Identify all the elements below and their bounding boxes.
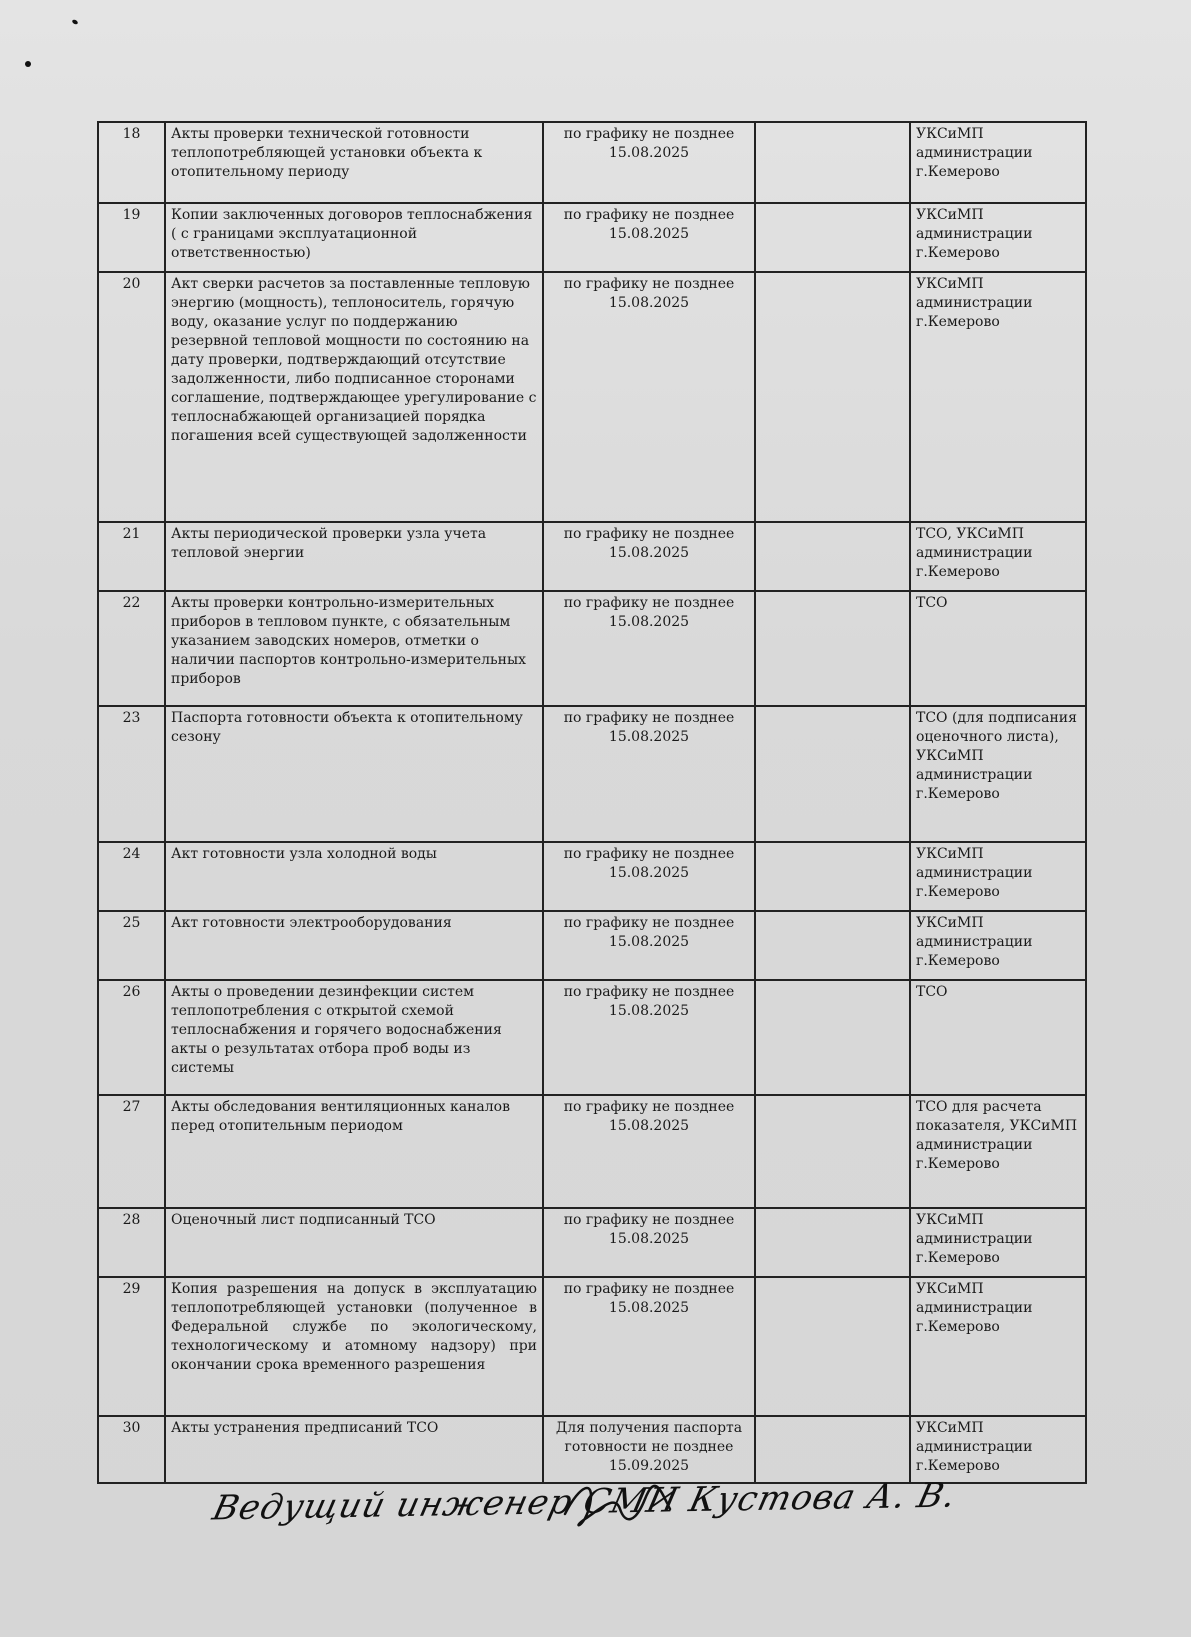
handwritten-signature-text: Ведущий инженер СМИ Кустова А. В. — [208, 1475, 961, 1529]
deadline: по графику не позднее 15.08.2025 — [543, 522, 755, 591]
document-name: Акт готовности узла холодной воды — [165, 842, 543, 911]
deadline: по графику не позднее 15.08.2025 — [543, 911, 755, 980]
empty-cell — [755, 911, 910, 980]
table-row — [98, 706, 1086, 842]
table-row — [98, 1416, 1086, 1483]
deadline: по графику не позднее 15.08.2025 — [543, 980, 755, 1095]
deadline: Для получения паспорта готовности не позднее 15.09.2025 — [543, 1416, 755, 1483]
responsible: УКСиМП администрации г.Кемерово — [910, 911, 1086, 980]
row-number: 26 — [98, 980, 165, 1095]
deadline: по графику не позднее 15.08.2025 — [543, 591, 755, 706]
deadline: по графику не позднее 15.08.2025 — [543, 122, 755, 203]
document-name: Копии заключенных договоров теплоснабжения ( с границами эксплуатационной ответственностью) — [165, 203, 543, 272]
responsible: УКСиМП администрации г.Кемерово — [910, 203, 1086, 272]
document-name: Акты проверки технической готовности теплопотребляющей установки объекта к отопительному периоду — [165, 122, 543, 203]
table-row — [98, 522, 1086, 591]
empty-cell — [755, 980, 910, 1095]
row-number: 29 — [98, 1277, 165, 1416]
table-row — [98, 1095, 1086, 1208]
table-row — [98, 911, 1086, 980]
responsible: УКСиМП администрации г.Кемерово — [910, 1416, 1086, 1483]
document-name: Оценочный лист подписанный ТСО — [165, 1208, 543, 1277]
deadline: по графику не позднее 15.08.2025 — [543, 1095, 755, 1208]
table-row — [98, 591, 1086, 706]
empty-cell — [755, 272, 910, 522]
responsible: УКСиМП администрации г.Кемерово — [910, 842, 1086, 911]
document-name: Акт сверки расчетов за поставленные тепловую энергию (мощность), теплоноситель, горячую воду, оказание услуг по поддержанию резервной тепловой мощности по состоянию на дату проверки, подтверждающий отсутствие задолженности, либо подписанное сторонами соглашение, подтверждающее урегулирование с теплоснабжающей организацией порядка погашения всей существующей задолженности — [165, 272, 543, 522]
document-name: Паспорта готовности объекта к отопительному сезону — [165, 706, 543, 842]
responsible: ТСО — [910, 980, 1086, 1095]
table-row — [98, 1208, 1086, 1277]
deadline: по графику не позднее 15.08.2025 — [543, 842, 755, 911]
row-number: 25 — [98, 911, 165, 980]
document-name: Акты проверки контрольно-измерительных приборов в тепловом пункте, с обязательным указанием заводских номеров, отметки о наличии паспортов контрольно-измерительных приборов — [165, 591, 543, 706]
empty-cell — [755, 1095, 910, 1208]
responsible: УКСиМП администрации г.Кемерово — [910, 1208, 1086, 1277]
table-row — [98, 842, 1086, 911]
empty-cell — [755, 842, 910, 911]
row-number: 28 — [98, 1208, 165, 1277]
document-name: Копия разрешения на допуск в эксплуатацию теплопотребляющей установки (полученное в Федеральной службе по экологическому, технологическому и атомному надзору) при окончании срока временного разрешения — [165, 1277, 543, 1416]
table-row — [98, 203, 1086, 272]
row-number: 19 — [98, 203, 165, 272]
deadline: по графику не позднее 15.08.2025 — [543, 1277, 755, 1416]
row-number: 27 — [98, 1095, 165, 1208]
document-name: Акты устранения предписаний ТСО — [165, 1416, 543, 1483]
responsible: УКСиМП администрации г.Кемерово — [910, 272, 1086, 522]
row-number: 30 — [98, 1416, 165, 1483]
table-row — [98, 272, 1086, 522]
responsible: ТСО для расчета показателя, УКСиМП администрации г.Кемерово — [910, 1095, 1086, 1208]
deadline: по графику не позднее 15.08.2025 — [543, 1208, 755, 1277]
row-number: 24 — [98, 842, 165, 911]
table-row — [98, 122, 1086, 203]
document-name: Акт готовности электрооборудования — [165, 911, 543, 980]
deadline: по графику не позднее 15.08.2025 — [543, 272, 755, 522]
documents-table — [97, 121, 1087, 1484]
row-number: 21 — [98, 522, 165, 591]
deadline: по графику не позднее 15.08.2025 — [543, 203, 755, 272]
empty-cell — [755, 1416, 910, 1483]
table-row — [98, 1277, 1086, 1416]
scan-speck — [71, 19, 78, 25]
empty-cell — [755, 591, 910, 706]
empty-cell — [755, 522, 910, 591]
empty-cell — [755, 122, 910, 203]
responsible: ТСО, УКСиМП администрации г.Кемерово — [910, 522, 1086, 591]
responsible: ТСО (для подписания оценочного листа), УКСиМП администрации г.Кемерово — [910, 706, 1086, 842]
responsible: ТСО — [910, 591, 1086, 706]
empty-cell — [755, 1277, 910, 1416]
row-number: 22 — [98, 591, 165, 706]
empty-cell — [755, 203, 910, 272]
responsible: УКСиМП администрации г.Кемерово — [910, 1277, 1086, 1416]
empty-cell — [755, 1208, 910, 1277]
table-row — [98, 980, 1086, 1095]
row-number: 20 — [98, 272, 165, 522]
row-number: 18 — [98, 122, 165, 203]
empty-cell — [755, 706, 910, 842]
document-name: Акты обследования вентиляционных каналов перед отопительным периодом — [165, 1095, 543, 1208]
deadline: по графику не позднее 15.08.2025 — [543, 706, 755, 842]
signature-scribble-icon — [560, 1474, 680, 1534]
document-name: Акты о проведении дезинфекции систем теплопотребления с открытой схемой теплоснабжения и горячего водоснабжения акты о результатах отбора проб воды из системы — [165, 980, 543, 1095]
scan-speck — [25, 61, 31, 67]
row-number: 23 — [98, 706, 165, 842]
document-name: Акты периодической проверки узла учета тепловой энергии — [165, 522, 543, 591]
responsible: УКСиМП администрации г.Кемерово — [910, 122, 1086, 203]
